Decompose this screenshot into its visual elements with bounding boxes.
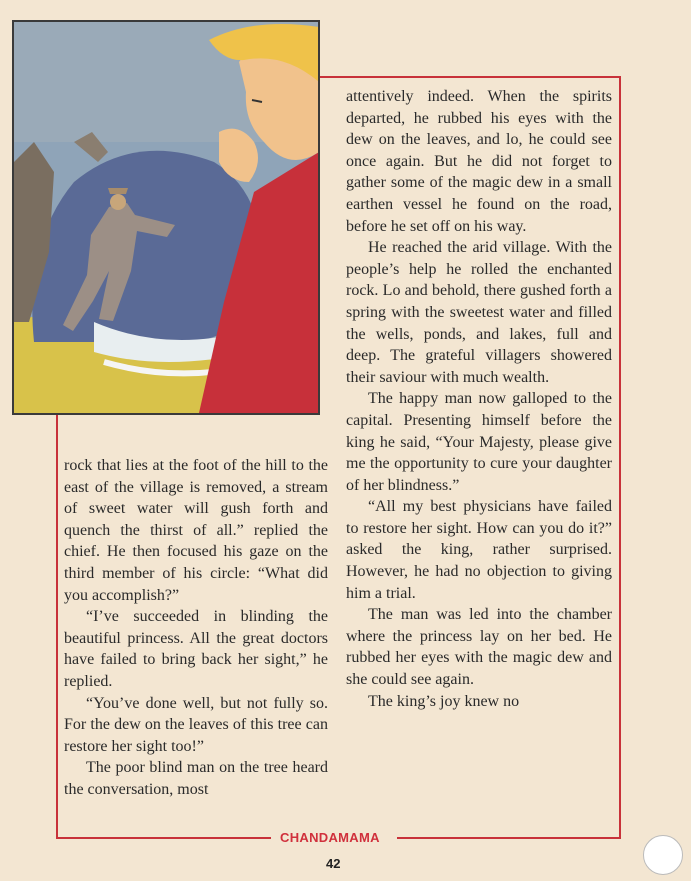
right-paragraph-1: attentively indeed. When the spirits departed, he rubbed his eyes with the dew on the leaves, and lo, he could see once again. But he did not forget to gather some of the magic dew in a small earthen vessel he found on the road, before he set off on his way. [346, 88, 612, 235]
story-illustration [12, 20, 320, 415]
right-paragraph-6: The king’s joy knew no [368, 692, 520, 710]
right-paragraph-3: The happy man now galloped to the capital. Presenting himself before the king he said, “Your Majesty, please give me the opportunity to cure your daughter of her blindness.” [346, 390, 612, 494]
illustration-icon [14, 22, 318, 413]
frame-right-line [619, 76, 621, 838]
magazine-title: CHANDAMAMA [280, 830, 380, 845]
right-paragraph-5: The man was led into the chamber where the princess lay on her bed. He rubbed her eyes with the magic dew and she could see again. [346, 606, 612, 689]
frame-top-line [320, 76, 620, 78]
page-number: 42 [326, 856, 341, 871]
watermark-stamp-icon [643, 835, 683, 875]
right-paragraph-2: He reached the arid village. With the people’s help he rolled the enchanted rock. Lo and behold, there gushed forth a spring with the sweetest water and filled the wells, ponds, and lakes, full and deep. The grateful villagers showered their saviour with much wealth. [346, 239, 612, 386]
frame-left-line [56, 415, 58, 838]
frame-bottom-right-line [397, 837, 621, 839]
right-text-column [346, 86, 612, 712]
left-paragraph-1: rock that lies at the foot of the hill to the east of the village is removed, a stream of sweet water will gush forth and quench the thirst of all.” replied the chief. He then focused his gaze on the third member of his circle: “What did you accomplish?” [64, 457, 328, 604]
left-paragraph-4: The poor blind man on the tree heard the conversation, most [64, 759, 328, 798]
frame-bottom-left-line [56, 837, 271, 839]
left-paragraph-3: “You’ve done well, but not fully so. For the dew on the leaves of this tree can restore her sight too!” [64, 694, 328, 755]
left-paragraph-2: “I’ve succeeded in blinding the beautiful princess. All the great doctors have failed to bring back her sight,” he replied. [64, 608, 328, 690]
right-paragraph-4: “All my best physicians have failed to restore her sight. How can you do it?” asked the king, rather surprised. However, he had no objection to giving him a trial. [346, 498, 612, 602]
left-text-column [64, 455, 328, 801]
